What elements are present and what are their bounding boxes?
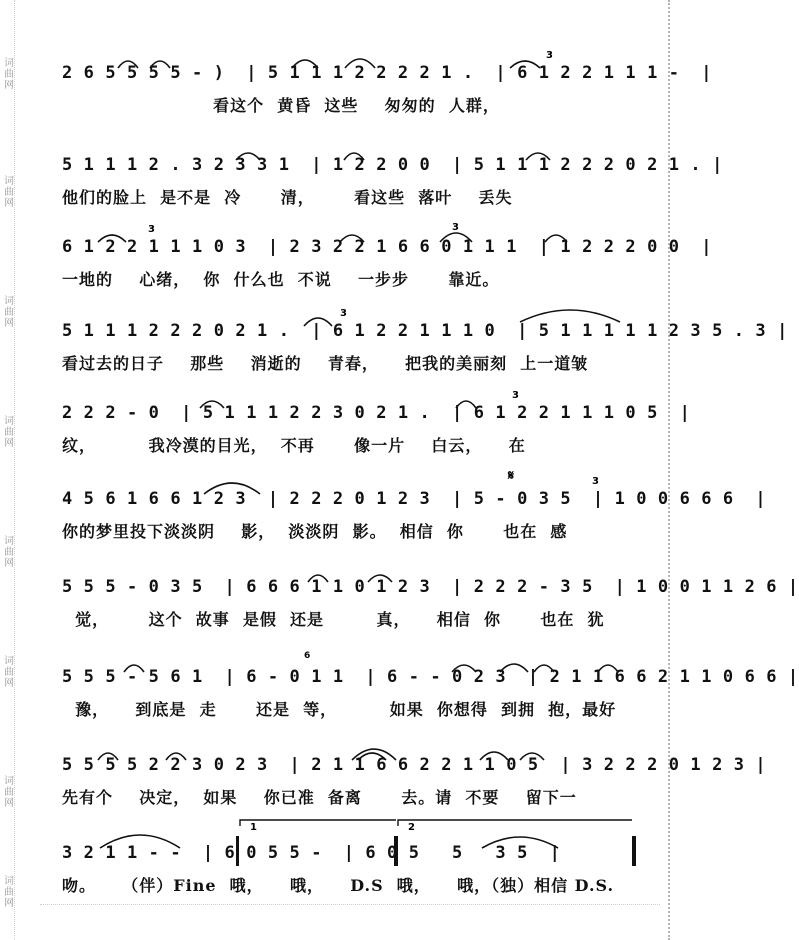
watermark-left: 词 曲 网 (4, 776, 14, 809)
lyrics-line: 觉， 这个 故事 是假 还是 真， 相信 你 也在 犹 (62, 610, 605, 629)
svg-text:3: 3 (592, 476, 599, 487)
svg-text:1: 1 (250, 822, 257, 833)
notation-line: 2 2 2 - 0 | 5 1 1 1 2 2 3 0 2 1 . | 6 1 2 2 1 1 1 0 5 | (62, 403, 691, 423)
notation-line: 5 1 1 1 2 . 3 2 3 3 1 | 1 2 2 0 0 | 5 1 1 1 2 2 2 0 2 1 . | (62, 155, 723, 175)
svg-text:6: 6 (304, 651, 311, 661)
notation-line: 6 1 2 2 1 1 1 0 3 | 2 3 2 2 1 6 6 0 1 1 1 | 1 2 2 2 0 0 | (62, 237, 713, 257)
watermark-left: 词 曲 网 (4, 656, 14, 689)
notation-line: 2 6 5 5 5 5 - ) | 5 1 1 1 2 2 2 2 1 . | 6 1 2 2 1 1 1 - | (62, 63, 713, 83)
lyrics-line: 你的梦里投下淡淡阴 影， 淡淡阴 影。 相信 你 也在 感 (62, 522, 568, 541)
watermark-left: 词 曲 网 (4, 176, 14, 209)
svg-text:3: 3 (452, 222, 459, 233)
lyrics-line: 看这个 黄昏 这些 匆匆的 人群， (62, 96, 500, 115)
watermark-left: 词 曲 网 (4, 296, 14, 329)
watermark-left: 词 曲 网 (4, 58, 14, 91)
svg-text:3: 3 (148, 224, 155, 235)
lyrics-line: 豫， 到底是 走 还是 等， 如果 你想得 到拥 抱，最好 (62, 700, 617, 719)
watermark-left: 词 曲 网 (4, 536, 14, 569)
notation-line: 3 2 1 1 - - | 6 0 5 5 - | 6 0 5 5 3 5 | (62, 843, 561, 863)
notation-line: 5 5 5 5 2 2 3 0 2 3 | 2 1 1 6 6 2 2 1 1 0 5 | 3 2 2 2 0 1 2 3 | (62, 755, 767, 775)
svg-text:3: 3 (512, 390, 519, 401)
scan-noise (40, 904, 660, 919)
lyrics-line: 他们的脸上 是不是 冷 清， 看这些 落叶 丢失 (62, 188, 513, 207)
svg-text:3: 3 (340, 308, 347, 319)
notation-line: 5 5 5 - 0 3 5 | 6 6 6 1 1 0 1 2 3 | 2 2 2 - 3 5 | 1 0 0 1 1 2 6 | (62, 577, 799, 597)
notation-line: 4 5 6 1 6 6 1 2 3 | 2 2 2 0 1 2 3 | 5 - 0 3 5 | 1 0 0 6 6 6 | (62, 489, 767, 509)
notation-line: 5 5 5 - 5 6 1 | 6 - 0 1 1 | 6 - - 0 2 3 | 2 1 1 6 6 2 1 1 0 6 6 | (62, 667, 799, 687)
lyrics-line: 看过去的日子 那些 消逝的 青春， 把我的美丽刻 上一道皱 (62, 354, 589, 373)
lyrics-line: 纹， 我冷漠的目光， 不再 像一片 白云， 在 (62, 436, 526, 455)
svg-text:3: 3 (546, 50, 553, 61)
lyrics-line: 先有个 决定， 如果 你已准 备离 去。请 不要 留下一 (62, 788, 577, 807)
lyrics-line: 吻。 （伴）Fine 哦， 哦， D.S 哦， 哦，（独）相信 D.S. (62, 876, 615, 895)
svg-text:2: 2 (408, 822, 415, 833)
segno-icon: 𝄋 (508, 468, 515, 484)
watermark-left: 词 曲 网 (4, 876, 14, 909)
watermark-left: 词 曲 网 (4, 416, 14, 449)
notation-line: 5 1 1 1 2 2 2 0 2 1 . | 6 1 2 2 1 1 1 0 | 5 1 1 1 1 1 2 3 5 . 3 | (62, 321, 788, 341)
lyrics-line: 一地的 心绪， 你 什么也 不说 一步步 靠近。 (62, 270, 500, 289)
